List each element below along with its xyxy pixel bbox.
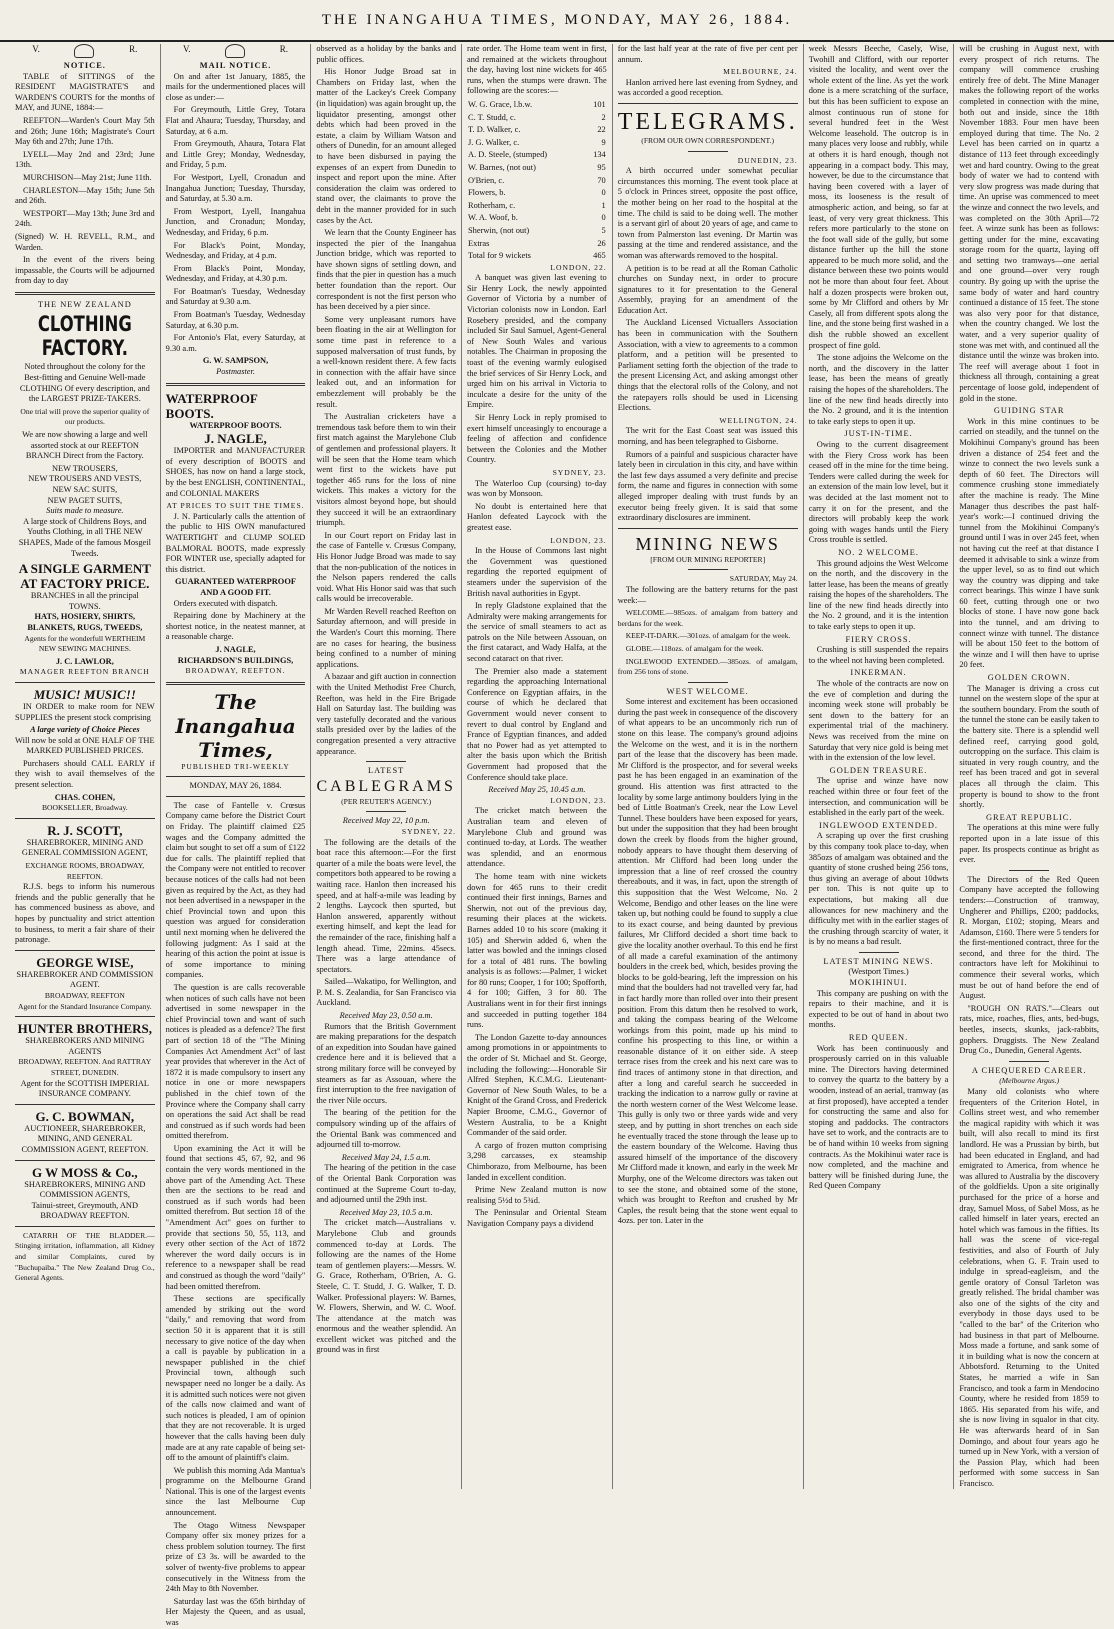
section-heading: GUIDING STAR [993, 406, 1065, 416]
column-6 [804, 44, 955, 1489]
reuter-credit: (PER REUTER'S AGENCY.) [341, 796, 432, 806]
divider [166, 796, 306, 797]
mail-item: From Boatman's Tuesday, Wednesday Saturday, at 6.30 p.m. [165, 310, 306, 330]
score-row [467, 112, 607, 125]
hunter-heading: HUNTER BROTHERS, [17, 1021, 153, 1037]
music-heading: MUSIC! MUSIC!! [33, 686, 136, 702]
hunter-address: BROADWAY, REEFTON. And RATTRAY STREET, DUNEDIN. [18, 1057, 152, 1077]
notice-heading: NOTICE. [63, 61, 106, 70]
news-paragraph: The Waterloo Cup (coursing) to-day was won by Monsoon. [467, 478, 607, 499]
divider [688, 682, 728, 683]
divider [618, 528, 798, 529]
received-line: Received May 23, 0.50 a.m. [339, 1011, 433, 1021]
branches-text: BRANCHES in all the principal TOWNS. [30, 591, 139, 611]
news-paragraph: Work in this mine continues to be carried on steadily, and the tunnel on the Mokihinui Company's ground has been driven a distance of 254 feet and the winze to connect the two levels sunk a depth of 60 feet. The Directors will commence crushing stone immediately after the machine is ready. The Mine Manager thus describes the past half-year's work:—I continued driving the tunnel from the Mokihinui Company's ground until I was in over 245 feet, when not having cut the reef at that distance I deemed it advisable to sink a winze from the upper level, so as to find out which way the country was dipping and take correct bearings. This winze I have sunk 60 feet, cutting through one or two blocks of stone. I have now gone back into the tunnel, and am driving to connect winze with tunnel. The distance will be about 150 feet to the bottom of the winze and I will then have to uprise 20 feet. [959, 416, 1100, 670]
news-paragraph: The cricket match between the Australian team and eleven of Marylebone Club and ground was continued to-day, at Lords. The weather was splendid, and an enormous attendance. [467, 806, 607, 869]
score-row [467, 124, 607, 137]
dateline: WELLINGTON, 24. [719, 415, 798, 425]
telegrams-heading: TELEGRAMS. [617, 108, 798, 135]
news-paragraph: Some interest and excitement has been occasioned during the past week in consequence of the discovery of what appears to be an uncommonly rich run of stone on this lease. The company's ground adjoins the Welcome on the west, and it is in the northern part of the lease that the discovery has been made. Mr Clifford is the prospector, and for several weeks past he has been engaged in an examination of the ground. His attention was first attracted to the locality by some large antimony boulders lying in the bed of Little Boatman's Creek, near the Low Level Tunnel. These boulders have been exposed for years, but under the supposition that they had been brought down the creek by floods from the higher ground, nobody appears to have thought them deserving of attention. Mr Clifford had been long under the impression that a line of reef crossed the country thereabouts, and it was, in fact, upon the strength of this supposition that the West Welcome, No. 2 Welcome, Bendigo and other leases on the line were taken up, but nothing could be found to supply a clue to its exact course, and being daunted by previous failures, Mr Clifford decided a short time back to give the locality another overhaul. To this end he first of all made a careful examination of the antimony boulders in the creek bed, which, besides proving the blocks to be gold-bearing, left the impression on his mind that the boulders had not travelled very far, had in fact hardly more than rolled over into their present position. From this datum then he resolved to work, and taking the compass bearing of the Welcome workings from this point, made up his mind to confine his prospecting to this line, or within a reasonable distance of it on either side. A steep terrace rises from the creek and his next care was to find traces of antimony stone in that direction, and after a long and careful search he succeeded in tracking the indication to a narrow gully or ravine at the north western corner of the West Welcome lease. This gully is only two or three yards wide and very steep, and by putting in short trenches on each side he eventually traced the stone through the lease up to the eastern boundary of the Welcome. Having thus assured himself of the importance of the discovery Mr Clifford made it known, and early in the week Mr Murphy, one of the Welcome directors was taken out to see the stone, and obtained some of the stone, which was brought to Reefton and crushed by Mr Caples, the result being that the stone went equal to 4ozs. per ton. Later in the [617, 697, 798, 1226]
crest-icon [225, 44, 245, 58]
waterproof-heading-2: WATERPROOF BOOTS. [189, 420, 282, 430]
divider [366, 811, 406, 812]
dateline: DUNEDIN, 23. [737, 155, 798, 165]
signature: (Signed) W. H. REVELL, R.M., and Warden. [15, 231, 155, 252]
section-heading: NO. 2 WELCOME. [838, 547, 919, 557]
player-runs: 95 [597, 162, 606, 172]
player-name: A. D. Steele, (stumped) [468, 150, 548, 160]
news-paragraph: observed as a holiday by the banks and public offices. [316, 44, 457, 64]
news-paragraph: A bazaar and gift auction in connection with the United Methodist Free Church, Reefton, was held in the Fire Brigade Hall on Saturday last. The building was very tastefully decorated and the various stalls presided over by the ladies of the congregation presented a very attractive appearance. [316, 672, 457, 756]
news-paragraph: A banquet was given last evening to Sir Henry Lock, the newly appointed Governor of Victoria by a number of Victorian colonists now in London. Earl Rosebery presided, and the company included Sir Saul Samuel, Agent-General of New South Wales and various notables. The Chairman in proposing the toast of the evening warmly eulogised the brief services of Sir Henry Lock, and urged him on his arrival in Victoria to inculcate a desire for the unity of the Empire. [467, 273, 607, 410]
measure-text: Suits made to measure. [46, 506, 124, 516]
nagle-price: AT PRICES TO SUIT THE TIMES. [166, 501, 305, 511]
latest-heading: LATEST [368, 766, 405, 776]
news-paragraph: The London Gazette to-day announces among promotions in or appointments to the order of St. Michael and St. George, including the following:—Honorable Sir Alfred Stephen, K.C.M.G. Lieutenant-Governor of New South Wales, to be a Knight of the Grand Cross, and Frederick Napier Broome, C.M.G., Governor of Western Australia, to be a Knight Commander of the said order. [467, 1032, 607, 1138]
news-paragraph: No doubt is entertained here that Hanlon defeated Laycock with the greatest ease. [467, 501, 607, 532]
divider [15, 950, 155, 951]
purchasers-text: Purchasers should CALL EARLY if they wish to avail themselves of the present selection. [15, 758, 155, 790]
news-paragraph: The following are the battery returns for the past week:— [617, 584, 798, 605]
cable-paragraph: The cricket match—Australians v. Marylebone Club and grounds commenced to-day at Lords. The following are the names of the Home team of gentlemen players:—Messrs. W. G. Grace, Rotherham, O'Brien, A. G. Steele, C. T. Studd, J. G. Walker, T. D. Walker. Professional players: W. Barnes, W. Flowers, Sherwin, and W. C. Woof. The attendance at the match was enormous and the weather splendid. An excellent wicket was pitched and the ground was in first [316, 1218, 457, 1355]
score-row [467, 200, 607, 213]
news-paragraph: The whole of the contracts are now on the eve of completion and during the incoming week stone will probably be sent down to the battery for an experimental trial of the machinery. News was received from the mine on Saturday that very nice gold is being met with in the extension of the low level. [808, 679, 949, 763]
score-row [467, 99, 607, 112]
divider [859, 952, 899, 953]
total-runs: 465 [593, 251, 606, 261]
news-paragraph: The writ for the East Coast seat was issued this morning, and has been telegraphed to Gisborne. [617, 426, 798, 446]
divider [166, 682, 306, 685]
variety-text: A large variety of Choice Pieces [30, 725, 140, 735]
received-line: Received May 25, 10.45 a.m. [488, 785, 586, 795]
news-paragraph: for the last half year at the rate of five per cent per annum. [617, 44, 798, 64]
news-paragraph: In our Court report on Friday last in the case of Fantelle v. Crœsus Company, His Honor Judge Broad was made to say that the non-publication of the notices in the Nelson papers rendered the calls void. What His Honor said was that such calls would be irrecoverable. [316, 530, 457, 604]
news-paragraph: This ground adjoins the West Welcome on the north, and the discovery in the latter lease, has been the means of greatly raising the hopes of the shareholders. The line of the new find heads directly into the No. 2 ground, and it is the intention to take early steps to open it up. [808, 558, 949, 632]
showing-text: We are now showing a large and well assorted stock at our REEFTON BRANCH Direct from the Factory. [22, 430, 148, 461]
news-paragraph: Mr Warden Revell reached Reefton on Saturday afternoon, and will preside in the Warden's Court this morning. There are no cases for hearing, the business being confined to a number of mining applications. [316, 606, 457, 669]
divider [166, 383, 306, 386]
line-item: NEW TROUSERS, [51, 463, 118, 473]
player-runs: 0 [601, 213, 606, 223]
scott-address: EXCHANGE ROOMS, BROADWAY, REEFTON. [25, 861, 145, 881]
section-heading: A CHEQUERED CAREER. [971, 1065, 1087, 1075]
cablegrams-heading: CABLEGRAMS [316, 777, 456, 795]
editorial-paragraph: Upon examining the Act it will be found that sections 45, 67, 92, and 96 contain the very words mentioned in the above part of the Amending Act. These then are the sections to be read and construed as if such words had been omitted therefrom. But section 18 of the "Amendment Act" goes on further to provide that sections 50, 55, 113, and every other section of the Act of 1872 wherever the word daily occurs is in reference to a newspaper shall be read and construed as though the word "daily" had been omitted therefrom. [165, 1143, 306, 1291]
source-credit: (Westport Times.) [848, 967, 909, 977]
wise-agent: Agent for the Standard Insurance Company. [18, 1001, 152, 1011]
player-name: C. T. Studd, c. [468, 112, 516, 122]
editorial-paragraph: Saturday last was the 65th birthday of Her Majesty the Queen, and as usual, was [165, 1596, 306, 1627]
player-runs: 134 [593, 150, 606, 160]
dateline: LONDON, 22. [550, 262, 607, 272]
dateline: MELBOURNE, 24. [723, 67, 798, 77]
editorial-paragraph: These sections are specifically amended by striking out the word "daily," and removing that word from section 50 it is apparent that it is still necessary to give notice of the day when a call is payable by publication in a newspaper published in the chief Provincial town, although such newspaper need no longer be a daily. As it is admitted such notices were not given of the calls now claimed and want of such notices is pleaded, I am of opinion that they are not recoverable. It is urged however that the calls having been duly made are at any rate capable of being set-off to the amount of plaintiff's claim. [165, 1294, 306, 1463]
sampson-name: G. W. SAMPSON, [202, 356, 269, 366]
mail-item: For Greymouth, Little Grey, Totara Flat and Ahaura; Tuesday, Thursday, and Saturday, at 6 a.m. [165, 105, 306, 136]
section-heading: INKERMAN. [850, 668, 907, 678]
lawlor-title: MANAGER REEFTON BRANCH [19, 667, 150, 677]
news-paragraph: Owing to the current disagreement with the Fiery Cross work has been ceased off in the mine for the time being. Tenders were called during the week for an extension of the main low level, but it was decided at the last moment not to carry it on for the present, and the directors will probably keep the work going with wages hands until the Fiery Cross trouble is settled. [808, 439, 949, 545]
mail-item: For Black's Point, Monday, Wednesday, and Friday, at 4 p.m. [165, 240, 306, 261]
moss-address: Tainui-street, Greymouth, AND BROADWAY REEFTON. [31, 1200, 139, 1221]
news-paragraph: Crushing is still suspended the repairs to the wheel not having been completed. [808, 645, 949, 665]
broadway-address: BROADWAY, REEFTON. [185, 666, 286, 676]
divider [688, 569, 728, 570]
dateline: LONDON, 23. [550, 535, 607, 545]
sitting-item: MURCHISON—May 21st; June 11th. [23, 172, 152, 182]
news-paragraph: A petition is to be read at all the Roman Catholic churches on Sunday next, in order to procure signatures to it for presentation to the General Assembly, praying for an amendment of the Education Act. [617, 263, 798, 315]
divider [1009, 1061, 1049, 1062]
nagle-signature: J. NAGLE, [215, 644, 256, 654]
divider [1009, 870, 1049, 871]
news-paragraph: Hanlon arrived here last evening from Sydney, and was accorded a good reception. [617, 77, 798, 98]
divider [15, 682, 155, 683]
cable-paragraph: The hearing of the petition in the case of the Oriental Bank Corporation was continued at the Supreme Court to-day, and adjourned until the 29th inst. [316, 1163, 457, 1205]
news-paragraph: will be crushing in August next, with every prospect of rich returns. The company will commence crushing entirely free of debt. The Mine Manager makes the following report of the works completed in connection with the mine, both out and inside, since the 18th November 1883. Four men have been employed during that time. The No. 2 Level has been carried on in quartz a distance of 113 feet through exceedingly wet and hard country. Owing to the great body of water we had to contend with very slow progress was made during that time. An uprise was commenced to meet the winze and connect the two levels, and was completed on the 30th April—72 feet. A winze sunk has been as follows: getting under for the mine, excavating storage room for the quartz, laying off and setting two tramways—one aerial and one ground—over very rough country. By going up with the uprise the same body of water and hard country continued a distance of 15 feet. The stone was also very poor for that distance, when the country changed. We lost the water, and a very superior quality of stone was met with, and continued all the distance until the winze was broken into. The reef will average about 1 foot in thickness all through, containing a great percentage of loose gold, independent of gold in the stone. [959, 44, 1100, 403]
news-paragraph: rate order. The Home team went in first, and remained at the wickets throughout the day, having lost nine wickets for 465 runs, when the stumps were drawn. The following are the scores:— [467, 44, 607, 96]
moss-body: SHAREBROKERS, MINING AND COMMISSION AGENTS, [24, 1179, 146, 1200]
orders-text: Orders executed with dispatch. [173, 598, 278, 608]
royal-cipher [15, 44, 155, 58]
cohen-name: CHAS. COHEN, [54, 792, 115, 802]
mining-news-heading: MINING NEWS [635, 533, 780, 554]
score-row [467, 225, 607, 238]
line-item: NEW TROUSERS AND VESTS, [28, 474, 142, 484]
news-paragraph: The uprise and winze have now reached within three or four feet of the intersection, and communication will be established in the early part of the week. [808, 776, 949, 818]
section-heading: GOLDEN CROWN. [987, 673, 1071, 683]
player-name: Flowers, b. [468, 188, 506, 198]
column-5 [613, 44, 804, 1489]
correspondent-credit: (FROM OUR OWN CORRESPONDENT.) [641, 135, 775, 145]
wise-address: BROADWAY, REEFTON [44, 990, 125, 1000]
line-item: NEW SAC SUITS, [52, 485, 118, 494]
lawlor-name: J. C. LAWLOR, [55, 656, 114, 666]
news-paragraph: The Premier also made a statement regarding the approaching International Conference on Egyptian affairs, in the course of which he declared that Government would never consent to revert to dual control by England and France of Egyptian finances, and added that no Power had as yet attempted to alter the basis upon which the British Government had proposed that the Conference should take place. [467, 666, 607, 782]
total-label: Total for 9 wickets [468, 251, 531, 261]
column-7 [954, 44, 1104, 1489]
player-name: Extras [468, 238, 490, 248]
cable-paragraph: Sailed—Wakatipo, for Wellington, and P. M. S. Zealandia, for San Francisco via Auckland. [316, 977, 457, 1008]
news-paragraph: The Directors of the Red Queen Company have accepted the following tenders:—Construction of tramway, Ungherer and Phillips, £200; paddocks, R. Morgan, £102; stoping, Mears and Adamson, £160. There were 5 tenders for the first-mentioned contract, three for the second, and three for the third. The contractors have left for Mokihinui to commence their several works, which must be out of hand before the end of August. [959, 874, 1100, 1001]
sampson-title: Postmaster. [216, 367, 255, 377]
received-line: Received May 24, 1.5 a.m. [341, 1152, 431, 1162]
news-paragraph: The operations at this mine were fully reported upon in a late issue of this paper. Its prospects continue as bright as ever. [959, 823, 1100, 865]
score-row [467, 238, 607, 251]
section-heading: RED QUEEN. [848, 1033, 909, 1043]
hunter-agent: Agent for the SCOTTISH IMPERIAL INSURANCE COMPANY. [20, 1078, 150, 1099]
cipher-r: R. [279, 44, 289, 54]
battery-return: INGLEWOOD EXTENDED.—385ozs. of amalgam, from 256 tons of stone. [617, 656, 798, 677]
received-line: Received May 22, 10 p.m. [342, 816, 430, 826]
cable-paragraph: Rumors that the British Government are making preparations for the despatch of an expedition into Soudan have gained credence here and it is believed that a strong military force will be conveyed by steamers as far as Assouan, where the first interruption to the free navigation of the river Nile occurs. [316, 1021, 457, 1105]
page-header: THE INANGAHUA TIMES, MONDAY, MAY 26, 1884. [0, 0, 1114, 42]
flood-notice: In the event of the rivers being impassable, the Courts will be adjourned from day to day [15, 255, 155, 286]
divider [15, 1104, 155, 1105]
editorial-paragraph: We publish this morning Ada Mantua's programme on the Melbourne Grand National. This is one of the largest events since the last Melbourne Cup announcement. [165, 1465, 306, 1518]
editorial-paragraph: The case of Fantelle v. Crœsus Company came before the District Court on Friday. The plaintiff claimed £25 wages and the Company admitted the claim but sought to set off a sum of £122 due for calls. The plaintiff replied that the Company were not entitled to recover because notices of the calls had not been given as required by the Act, as they had not been advertised in a newspaper in the chief Provincial town and upon this question was argued for consideration until next morning when he delivered the following judgment: As I said at the hearing of this action the point at issue is of some importance to mining companies. [165, 800, 306, 980]
column-2 [161, 44, 312, 1627]
royal-cipher [166, 44, 306, 58]
player-runs: 22 [597, 125, 606, 135]
clothing-body: Noted throughout the colony for the Best-fitting and Genuine Well-made CLOTHING Of every description, and the LARGEST PRIZE-TAKERS. [19, 362, 150, 404]
nagle-text: J. N. Particularly calls the attention of the public to HIS OWN manufactured WATERTIGHT and CLUMP SOLED BALMORAL BOOTS, made expressly FOR WINTER use, specially adapted for this district. [165, 511, 306, 574]
bowman-body: AUCTIONEER, SHAREBROKER, MINING, AND GENERAL COMMISSION AGENT, REEFTON. [21, 1123, 149, 1154]
news-paragraph: "ROUGH ON RATS."—Clears out rats, mice, roaches, flies, ants, bed-bugs, beetles, insects, skunks, jack-rabbits, gophers. Druggists. The New Zealand Drug Co., Dunedin, General Agents. [959, 1003, 1100, 1056]
clothing-factory-heading: CLOTHING FACTORY. [37, 312, 132, 361]
hunter-body: SHAREBROKERS AND MINING AGENTS [25, 1036, 145, 1056]
cipher-r: R. [129, 44, 138, 54]
news-paragraph: We learn that the County Engineer has inspected the pier of the Inangahua Junction bridge, which was reported to have shown signs of settling down, and finds that the pier in question has a much better foundation than the report. Our correspondent is not the first person who has been deceived by a pier since. [316, 228, 457, 312]
news-paragraph: Rumors of a painful and suspicious character have lately been in circulation in this city, and have within the last few days assumed a very definite and precise form, the name and figures in connection with some alleged improper dealing with trust funds by an executor being freely given. It is said that some extraordinary disclosures are imminent. [617, 449, 798, 523]
news-paragraph: The Manager is driving a cross cut tunnel on the western slope of the spur at the southern boundary. From the south of the tunnel the stone can be easily taken to the battery site. There is a splendid well defined reef, carrying good gold, outcropping on the surface. This claim is situated in very rough country, and the reef has been traced and got in several places all through the claim. This property is bound to show to the front shortly. [959, 683, 1100, 810]
newspaper-title: The Inangahua Times, [175, 689, 296, 762]
reporter-credit: [FROM OUR MINING REPORTER] [650, 554, 766, 564]
catarrh-ad: CATARRH OF THE BLADDER.—Stinging irritation, inflammation, all Kidney and similar Complaints, cured by "Buchupaiba." The New Zealand Drug Co., General Agents. [15, 1230, 155, 1283]
news-paragraph: Sir Henry Lock in reply promised to exert himself unceasingly to encourage a feeling of affection and confidence between the Colonies and the Mother Country. [467, 413, 607, 465]
columns [10, 44, 1104, 1627]
dateline: SYDNEY, 23. [552, 467, 607, 477]
crest-icon [74, 44, 94, 58]
cable-paragraph: The following are the details of the boat race this afternoon:—For the first quarter of a mile the boats were level, the competitors both appeared to be rowing a waiting race. Hanlon then increased his speed, and at half-a-mile was leading by 2 lengths. Laycock then spurted, but Hanlon answered, apparently without exerting himself, and kept the lead for the remainder of the race, finishing half a length ahead. Time, 22mins. 45secs. There was a large attendance of spectators. [316, 837, 457, 974]
scott-heading: R. J. SCOTT, [47, 822, 123, 838]
divider [166, 776, 306, 777]
mail-item: For Boatman's Tuesday, Wednesday and Saturday at 9.30 a.m. [165, 286, 306, 307]
nagle-heading: J. NAGLE, [204, 431, 267, 447]
moss-heading: G W MOSS & Co., [31, 1164, 138, 1180]
single-garment-heading: A SINGLE GARMENT AT FACTORY PRICE. [18, 561, 151, 592]
edition-date: MONDAY, MAY 26, 1884. [189, 781, 282, 791]
agents-text: Agents for the wonderfull WERTHEIM NEW SEWING MACHINES. [24, 633, 146, 654]
dateline: LONDON, 23. [550, 795, 607, 805]
sitting-item: LYELL—May 2nd and 23rd; June 13th. [15, 149, 155, 170]
mail-item: For Antonio's Flat, every Saturday, at 9.30 a.m. [165, 333, 306, 353]
player-runs: 101 [593, 99, 606, 109]
mail-item: From Westport, Lyell, Inangahua Junction, and Cronadun; Monday, Wednesday, and Friday, 6 p.m. [165, 206, 306, 237]
score-row [467, 149, 607, 162]
player-name: W. Barnes, (not out) [468, 162, 536, 172]
section-heading: GREAT REPUBLIC. [985, 812, 1073, 822]
player-name: J. G. Walker, c. [468, 137, 520, 147]
section-heading: FIERY CROSS. [845, 634, 912, 644]
sitting-item: CHARLESTON—May 15th; June 5th and 26th. [15, 185, 155, 206]
news-paragraph: Work has been continuously and prosperously carried on in this valuable mine. The Directors having determined to convey the quartz to the battery by a wooden, instead of an aerial, tramway (as at first proposed), have accepted a tender for constructing the same and also for stoping and paddocks. The contractors have set to work, and the contracts are to be of hand within 10 weeks from signing contracts. As the Mokihinui water race is now completed, and the machine and battery will be finished during June, the Red Queen Company [808, 1043, 949, 1191]
score-row [467, 212, 607, 225]
divider [366, 761, 406, 762]
player-runs: 70 [597, 175, 606, 185]
sitting-item: WESTPORT—May 13th; June 3rd and 24th. [15, 208, 155, 229]
divider [15, 818, 155, 819]
dateline: SYDNEY, 22. [401, 826, 457, 836]
player-runs: 0 [601, 188, 606, 198]
news-paragraph: Some very unpleasant rumors have been floating in the air at Wellington for some time past in reference to a supposed malversation of trust funds, by a well-known resident there. A few facts in connection with the affair have since leaked out, and an information for embezzlement will probably be the result. [316, 314, 457, 409]
cable-paragraph: The bearing of the petition for the compulsory winding up of the affairs of the Oriental Bank was commenced and adjourned till to-morrow. [316, 1108, 457, 1150]
battery-return: KEEP-IT-DARK.—301ozs. of amalgam for the week. [625, 631, 791, 641]
wise-heading: GEORGE WISE, [36, 954, 134, 970]
news-paragraph: A cargo of frozen mutton comprising 3,298 carcasses, ex steamship Chimborazo, from Melbourne, has been landed in excellent condition. [467, 1140, 607, 1182]
score-row [467, 162, 607, 175]
player-runs: 5 [601, 225, 606, 235]
richardson-buildings: RICHARDSON'S BUILDINGS, [177, 655, 294, 665]
section-heading: INGLEWOOD EXTENDED. [819, 820, 939, 830]
player-runs: 26 [597, 238, 606, 248]
score-row [467, 187, 607, 200]
divider [15, 1160, 155, 1161]
trial-text: One trial will prove the superior quality of our products. [20, 406, 150, 427]
news-paragraph: The Auckland Licensed Victuallers Association has been in communication with the Southern Association, with a view to agreements to a common platform, and a petition will be presented to Parliament setting forth the objection of the trade to the present Licensing Act, and asking amongst other things that the electoral rolls of the Colony, and not the ratepayers rolls should be used in Licensing Elections. [617, 318, 798, 413]
line-item: NEW PAGET SUITS, [47, 495, 123, 505]
news-paragraph: week Messrs Beeche, Casely, Wise, Twohill and Clifford, with our reporter visited the locality, and went over the whole extent of the line. As yet the work done is a mere scratching of the surface, but this has been sufficient to expose an almost continuous run of stone for several hundred feet in the West Welcome leasehold. The outcrop is in many places very loose and rubbly, while at others it is hard enough, though not appearing in a compact body. This may, however, be due to the circumstance that having been covered with a layer of moss, its looseness is the result of atmospheric action, and being, so far at least, of very very great thickness. This refers more particularly to the stone on the foot wall side of the gully, but some distance further up the hill the stone appeared to be much more solid, and the distance between these two points would not be more than about four feet. About half a dozen prospects were broken out, some by Mr Clifford and others by Mr Casely, all from different spots along the line, and the stone being first washed in a dish the rubble showed an excellent prospect of fine gold. [808, 44, 949, 350]
score-total-row [467, 250, 607, 263]
mail-notice-heading: MAIL NOTICE. [199, 61, 272, 70]
bowman-heading: G. C. BOWMAN, [35, 1108, 135, 1124]
editorial-paragraph: The Otago Witness Newspaper Company offer six money prizes for a chess problem solution tourney. The first prize of £3 3s. will be awarded to the solver of twenty-five problems to appear consecutively in the Witness from the 24th May to 8th November. [165, 1520, 306, 1594]
section-heading: GOLDEN TREASURE. [829, 765, 928, 775]
divider [15, 292, 155, 295]
column-3 [311, 44, 462, 1489]
score-row [467, 175, 607, 188]
news-paragraph: This company are pushing on with the repairs to their machine, and it is expected to be out of hand in about two months. [808, 988, 949, 1030]
battery-return: GLOBE.—118ozs. of amalgam for the week. [625, 643, 764, 653]
column-1 [10, 44, 161, 1489]
cohen-title: BOOKSELLER, Broadway. [41, 803, 128, 813]
music-body: IN ORDER to make room for NEW SUPPLIES the present stock comprising [15, 701, 155, 722]
boys-text: A large stock of Childrens Boys, and Youths Clothing, in all THE NEW SHAPES, Made of the famous Mosgeil Tweeds. [18, 516, 151, 558]
mail-item: From Black's Point, Monday, Wednesday, and Friday, at 4.30 p.m. [165, 263, 306, 284]
player-runs: 9 [601, 137, 606, 147]
news-paragraph: Many old colonists who where frequenters of the Criterion Hotel, in Collins street west, and who remember the magical rapidity with which it was built, will also recall to mind its first landlord. He was a Prussian by birth, but had been educated in England, and had emigrated to America, from whence he was allured to Australia by the discovery of the goldfields. Upon a site originally purchased for the price of a horse and dray, Samuel Moss, of Sabel Moss, as he called himself in later years, erected an hotel which was famous in the fifties. Its hall was the scene of vice-regal festivities, and also of Fourth of July celebrations, when G. F. Train used to indulge in spread-eagleism, and the gentle oratory of Consul Tarleton was greatly relished. The bridal chamber was also one of the sights of the city and everybody in those days used to be "called to the bar" of the Criterion who had business in that part of Melbourne. Moss made a fortune, and sank some of it in building what is now the concern at Abbotsford. Returning to the United States, he married a wife in San Francisco, and took a farm in Mendocino County, where he resided from 1859 to 1865. His separated from his wife, and she is now living in squalor in that city. He was afterwards heard of in San Domingo, and about four years ago he turned up in New York, with a version of the Passion Play, which had been performed with some success in San Francisco. [959, 1087, 1100, 1488]
nz-heading: THE NEW ZEALAND [37, 299, 132, 309]
repairing-text: Repairing done by Machinery at the shortest notice, in the neatest manner, at a reasonable charge. [165, 611, 306, 642]
divider [618, 103, 798, 104]
player-name: W. A. Woof, b. [468, 213, 518, 223]
news-paragraph: The Australian cricketers have a tremendous task before them to win their first match against the Marylebone Club of gentlemen and professional players. It will be seen that the Home team which went first to the wickets have put together 465 runs for the loss of nine wickets. This makes a victory for the visitors almost beyond hope, but should they succeed it will be an extraordinary triumph. [316, 412, 457, 528]
player-name: T. D. Walker, c. [468, 125, 521, 135]
player-name: Rotherham, c. [468, 200, 516, 210]
player-runs: 2 [601, 112, 606, 122]
battery-return: WELCOME.—985ozs. of amalgam from battery and berdans for the week. [617, 608, 798, 628]
score-row [467, 137, 607, 150]
news-paragraph: A scraping up over the first crushing by this company took place to-day, when 385ozs of amalgam was obtained and the quantity of stone crushed being 256 tons, thus giving an average of about 10dwts per ton. This is not quite up to expectations, but making all due allowances for new machinery and the difficulty met with in the earlier stages of the crushing through scarcity of water, it is by no means a bad result. [808, 831, 949, 947]
sold-text: Will now be sold at ONE HALF OF THE MARKED PUBLISHED PRICES. [15, 735, 155, 756]
nagle-body: IMPORTER and MANUFACTURER of every description of BOOTS and SHOES, has now on hand a large stock, by the best ENGLISH, CONTINENTAL, and COLONIAL MAKERS [165, 446, 306, 498]
guaranteed-text: GUARANTEED WATERPROOF AND A GOOD FIT. [175, 577, 296, 597]
hats-text: HATS, HOSIERY, SHIRTS, BLANKETS, RUGS, TWEEDS, [27, 612, 143, 632]
dateline: SATURDAY, May 24. [729, 574, 798, 584]
news-paragraph: In reply Gladstone explained that the Admiralty were making arrangements for the service of small steamers to act as patrols on the Nile between Assouan, on the first cataract, and Wady Halfa, at the second cataract on that river. [467, 601, 607, 664]
news-paragraph: The stone adjoins the Welcome on the north, and the discovery in the latter lease, has been the means of greatly raising the hopes of the shareholders. The line of the new find heads directly into the No. 2 ground, and it is the intention to take early steps to open it up. [808, 353, 949, 426]
scott-body: SHAREBROKER, MINING AND GENERAL COMMISSION AGENT, [21, 837, 148, 858]
divider [688, 151, 728, 152]
news-paragraph: Prime New Zealand mutton is now realising 5½d to 5¾d. [467, 1185, 607, 1205]
news-paragraph: A birth occurred under somewhat peculiar circumstances this morning. The event took place at 5 o'clock in Princes street, opposite the post office, the mother being on her road to the hospital at the time. The child is said to be doing well. The mother is a servant girl of about 20 years of age, and came to town from Palmerston last evening. Dr Martin was passing at the time and rendered assistance, and the woman was afterwards removed to the hospital. [617, 166, 798, 260]
player-runs: 1 [601, 200, 606, 210]
waterproof-heading: WATERPROOF BOOTS. [165, 390, 258, 421]
player-name: Sherwin, (not out) [468, 225, 530, 235]
received-line: Received May 23, 10.5 a.m. [339, 1207, 433, 1217]
player-name: O'Brien, c. [468, 175, 505, 185]
news-paragraph: The home team with nine wickets down for 465 runs to their credit continued their first innings, Barnes and Sherwin, not out of the previous day, resuming their places at the wickets. Barnes added 10 to his score (making it 105) and Sherwin added 6, when the latter was bowled and the innings closed for a total of 481 runs. The bowling analysis is as follows:—Palmer, 1 wicket for 80 runs; Cooper, 1 for 100; Spofforth, 4 for 100; Giffen, 3 for 80. The Australians went in for their first innings and succeeded in putting together 184 runs. [467, 871, 607, 1030]
news-paragraph: His Honor Judge Broad sat in Chambers on Friday last, when the matter of the Lackey's Creek Company (in liquidation) was again brought up, the liquidator presenting, amongst other debts which had been proved in the estate, a claim by William Watson and others of Dunedin, for an amount alleged to have been disbursed in paying the expenses of an expert from Dunedin to inspect and report upon the mine. After consideration the claim was ordered to stand over, the claimants to prove the debt in the manner provided for in such cases by the Act. [316, 67, 457, 225]
mail-item: For Westport, Lyell, Cronadun and Inangahua Junction; Tuesday, Thursday, and Saturday, at 5.30 a.m. [165, 172, 306, 204]
notice-body: TABLE of SITTINGS of the RESIDENT MAGISTRATE'S and WARDEN'S COURTS for the months of MAY, and JUNE, 1884:— [15, 71, 155, 113]
divider [15, 1016, 155, 1017]
section-heading: WEST WELCOME. [666, 686, 749, 696]
section-heading: MOKIHINUI. [849, 978, 908, 988]
editorial-paragraph: The question is are calls recoverable when notices of such calls have not been advertised in some newspaper in the chief Provincial town and want of such notices is pleaded as a defence? The first part of section 18 of the "The Mining Companies Act Amendment Act" of last year provides that wherever in the Act of 1872 it is made compulsory to insert any notice in one or more newspapers published in the chief town of the Province where the Company shall carry on operations the said Act shall be read and construed as if such words had been omitted therefrom. [165, 982, 306, 1141]
scott-text: R.J.S. begs to inform his numerous friends and the public generally that he has commenced business as above, and hopes by punctuality and strict attention to business, to merit a fair share of their patronage. [15, 882, 155, 945]
column-4 [462, 44, 613, 1489]
player-name: W. G. Grace, l.b.w. [468, 99, 533, 109]
mail-item: From Greymouth, Ahaura, Totara Flat and Little Grey; Monday, Wednesday, and Friday, 5 p.m. [165, 139, 306, 170]
sitting-item: REEFTON—Warden's Court May 5th and 26th; June 16th; Magistrate's Court May 6th and 27th; June 17th. [15, 115, 155, 147]
mail-item: On and after 1st January, 1885, the mails for the undermentioned places will close as under:— [165, 71, 306, 102]
published-text: PUBLISHED TRI-WEEKLY [181, 761, 290, 771]
section-heading: LATEST MINING NEWS. [823, 956, 934, 966]
news-paragraph: The Peninsular and Oriental Steam Navigation Company pays a dividend [467, 1208, 607, 1228]
divider [15, 1226, 155, 1227]
news-paragraph: In the House of Commons last night the Government was questioned regarding the reported equipment of steamers under the supervision of the British naval authorities in Egypt. [467, 546, 607, 598]
cipher-v: V. [182, 44, 191, 54]
cricket-scores [467, 99, 607, 263]
section-heading: JUST-IN-TIME. [844, 429, 913, 439]
cipher-v: V. [32, 44, 40, 54]
source-credit: (Melbourne Argus.) [999, 1076, 1060, 1086]
wise-body: SHAREBROKER AND COMMISSION AGENT. [16, 969, 154, 990]
